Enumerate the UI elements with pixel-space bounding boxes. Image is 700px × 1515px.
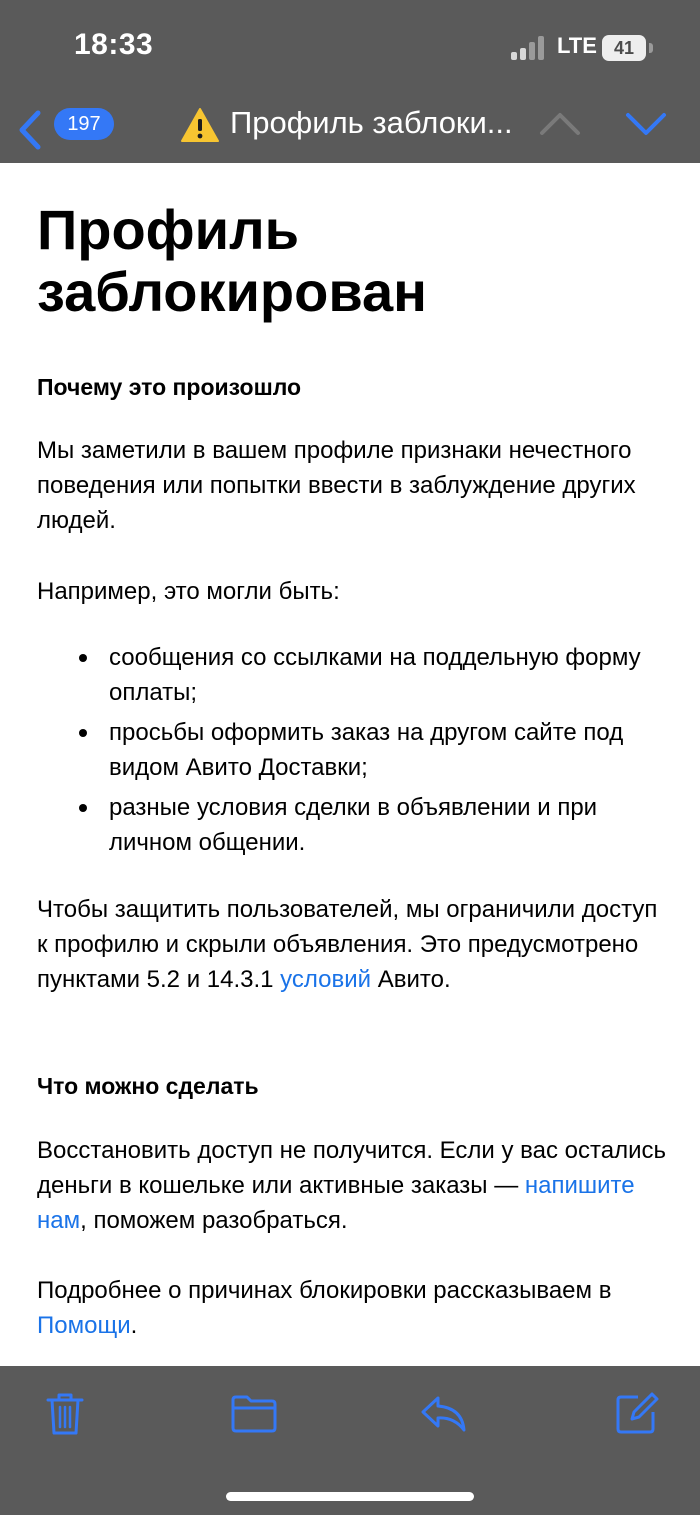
reply-icon [418, 1388, 468, 1438]
delete-button[interactable] [40, 1388, 90, 1438]
email-title: Профиль заблокирован [37, 198, 428, 323]
paragraph-reason: Мы заметили в вашем профиле признаки нечестного поведения или попытки ввести в заблуждение других людей. [37, 437, 636, 534]
network-type: LTE [557, 33, 597, 58]
status-bar [0, 0, 700, 95]
back-button[interactable] [14, 105, 44, 155]
section-heading-what-to-do: Что можно сделать [37, 1073, 259, 1099]
bullet-dot [79, 729, 87, 737]
battery-cap [649, 43, 653, 53]
bottom-toolbar [0, 1366, 700, 1515]
paragraph-more-info-text: Подробнее о причинах блокировки рассказываем в [37, 1277, 612, 1304]
next-message-button[interactable] [624, 109, 668, 139]
paragraph-restriction-tail: Авито. [371, 966, 451, 993]
bullet-dot [79, 654, 87, 662]
list-item [37, 715, 667, 785]
chevron-down-icon [624, 109, 668, 139]
compose-icon [612, 1388, 662, 1438]
paragraph-more-info [37, 1273, 667, 1343]
battery-level: 41 [613, 38, 635, 58]
nav-subject [180, 103, 540, 147]
paragraph-restriction [37, 892, 667, 997]
paragraph-restore-text: Восстановить доступ не получится. Если у вас остались деньги в кошельке или активные заказы — [37, 1137, 666, 1199]
list-item-text: просьбы оформить заказ на другом сайте под видом Авито Доставки; [109, 719, 624, 781]
reply-button[interactable] [418, 1388, 468, 1438]
signal-icon [511, 34, 547, 60]
folder-icon [229, 1388, 279, 1438]
list-item-text: разные условия сделки в объявлении и при личном общении. [109, 794, 598, 856]
paragraph-more-info-tail: . [130, 1312, 138, 1339]
home-indicator[interactable] [226, 1492, 474, 1501]
list-item [37, 640, 667, 710]
nav-subject-text: Профиль заблоки... [230, 105, 513, 140]
compose-button[interactable] [612, 1388, 662, 1438]
status-time: 18:33 [74, 28, 154, 61]
trash-icon [40, 1388, 90, 1438]
section-heading-why: Почему это произошло [37, 374, 302, 400]
top-bar [0, 0, 700, 163]
paragraph-restriction-text: Чтобы защитить пользователей, мы ограничили доступ к профилю и скрыли объявления. Это предусмотрено пунктами 5.2 и 14.3.1 [37, 896, 658, 993]
unread-count-badge[interactable]: 197 [54, 108, 114, 140]
mail-nav-bar [0, 95, 700, 163]
chevron-up-icon [538, 109, 582, 139]
list-item [37, 790, 667, 860]
bullet-dot [79, 804, 87, 812]
move-to-folder-button[interactable] [229, 1388, 279, 1438]
chevron-left-icon [14, 105, 44, 155]
examples-list [37, 640, 667, 865]
paragraph-restore-tail: , поможем разобраться. [80, 1207, 348, 1234]
warning-icon [180, 107, 220, 143]
battery-icon [602, 35, 646, 61]
previous-message-button[interactable] [538, 109, 582, 139]
paragraph-examples-intro: Например, это могли быть: [37, 578, 340, 605]
contact-us-link[interactable]: напишите нам [37, 1172, 635, 1234]
list-item-text: сообщения со ссылками на поддельную форму оплаты; [109, 644, 641, 706]
help-link[interactable]: Помощи [37, 1312, 131, 1339]
terms-link[interactable]: условий [280, 966, 372, 993]
paragraph-restore [37, 1133, 667, 1238]
